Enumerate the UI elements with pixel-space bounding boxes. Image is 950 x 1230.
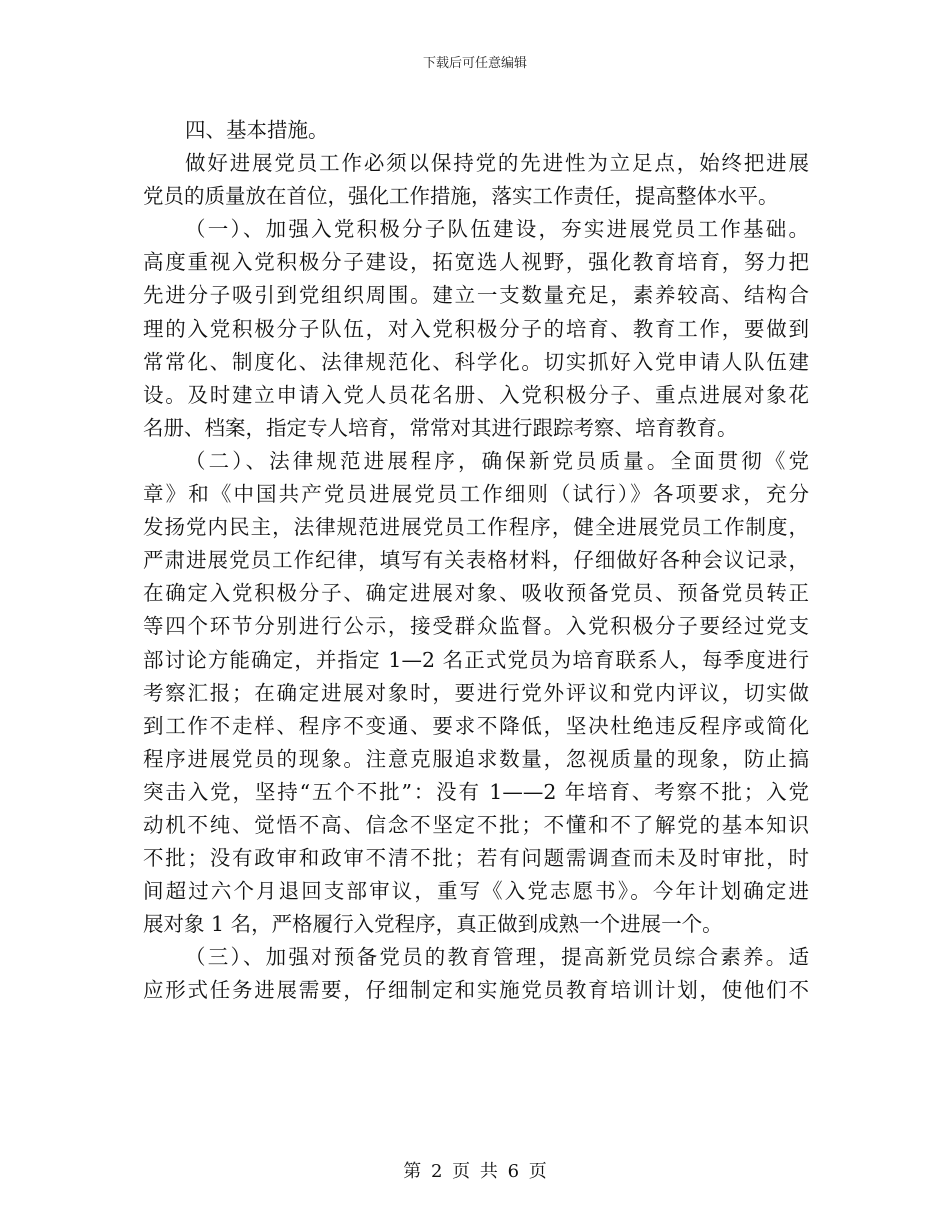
text-line: 发扬党内民主，法律规范进展党员工作程序，健全进展党员工作制度， [143,515,809,540]
text-line: 常常化、制度化、法律规范化、科学化。切实抓好入党申请人队伍建 [143,349,809,374]
text-line: 考察汇报；在确定进展对象时，要进行党外评议和党内评议，切实做 [143,680,809,705]
text-line: 在确定入党积极分子、确定进展对象、吸收预备党员、预备党员转正 [143,581,809,606]
text-line: 部讨论方能确定，并指定 1—2 名正式党员为培育联系人，每季度进行 [143,647,809,672]
text-line: 突击入党，坚持“五个不批”：没有 1——2 年培育、考察不批；入党 [143,779,809,804]
page-footer: 第 2 页 共 6 页 [403,1161,547,1182]
page-header: 下载后可任意编辑 [422,56,527,71]
text-line: 高度重视入党积极分子建设，拓宽选人视野，强化教育培育，努力把 [143,250,809,275]
text-line: 等四个环节分别进行公示，接受群众监督。入党积极分子要经过党支 [143,614,809,639]
text-line: 展对象 1 名，严格履行入党程序，真正做到成熟一个进展一个。 [143,912,723,937]
text-line: 党员的质量放在首位，强化工作措施，落实工作责任，提高整体水平。 [143,184,779,209]
text-line: 不批；没有政审和政审不清不批；若有问题需调查而未及时审批，时 [143,846,809,871]
text-line: 名册、档案，指定专人培育，常常对其进行跟踪考察、培育教育。 [143,415,738,440]
text-line: 理的入党积极分子队伍，对入党积极分子的培育、教育工作，要做到 [143,316,809,341]
text-line: （一）、加强入党积极分子队伍建设，夯实进展党员工作基础。 [185,217,809,242]
text-line: 严肃进展党员工作纪律，填写有关表格材料，仔细做好各种会议记录， [143,548,809,573]
text-line: 间超过六个月退回支部审议，重写《入党志愿书》。今年计划确定进 [143,879,809,904]
text-line: 四、基本措施。 [185,118,329,142]
text-line: （三）、加强对预备党员的教育管理，提高新党员综合素养。适 [185,945,809,970]
document-body [143,114,809,1008]
text-line: 章》和《中国共产党员进展党员工作细则（试行）》各项要求，充分 [143,482,809,507]
text-line: （二）、法律规范进展程序，确保新党员质量。全面贯彻《党 [185,448,809,473]
text-line: 程序进展党员的现象。注意克服追求数量，忽视质量的现象，防止搞 [143,746,809,771]
text-line: 先进分子吸引到党组织周围。建立一支数量充足，素养较高、结构合 [143,283,809,308]
text-line: 做好进展党员工作必须以保持党的先进性为立足点，始终把进展 [185,151,809,176]
text-line: 应形式任务进展需要，仔细制定和实施党员教育培训计划，使他们不 [143,978,809,1003]
text-line: 动机不纯、觉悟不高、信念不坚定不批；不懂和不了解党的基本知识 [143,812,809,837]
text-line: 设。及时建立申请入党人员花名册、入党积极分子、重点进展对象花 [143,382,809,407]
text-line: 到工作不走样、程序不变通、要求不降低，坚决杜绝违反程序或简化 [143,713,809,738]
